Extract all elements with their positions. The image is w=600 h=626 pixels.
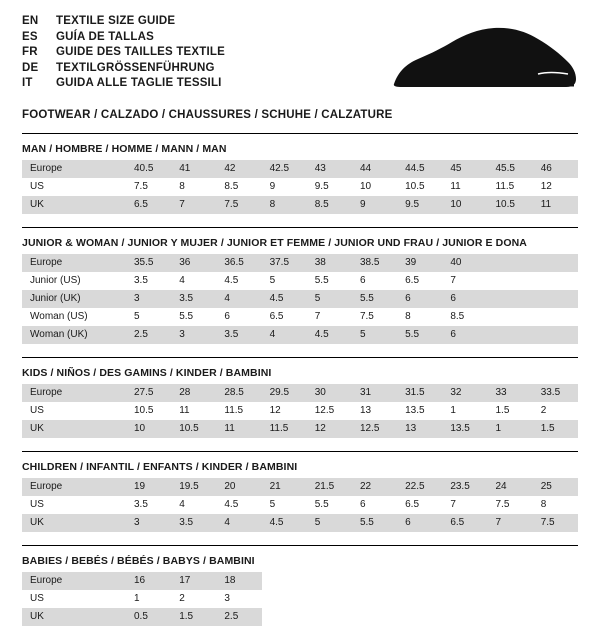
table-row bbox=[22, 160, 578, 178]
cell: 4.5 bbox=[307, 326, 352, 344]
section-title: KIDS / NIÑOS / DES GAMINS / KINDER / BAMBINI bbox=[22, 366, 272, 379]
cell bbox=[397, 608, 442, 626]
cell: 36.5 bbox=[216, 254, 261, 272]
cell bbox=[442, 590, 487, 608]
cell: 8.5 bbox=[307, 196, 352, 214]
cell: 6.5 bbox=[397, 272, 442, 290]
section-children bbox=[0, 451, 600, 532]
cell: 7 bbox=[307, 308, 352, 326]
cell bbox=[488, 572, 533, 590]
cell: 45.5 bbox=[488, 160, 533, 178]
cell: 1.5 bbox=[171, 608, 216, 626]
section-junior-woman bbox=[0, 227, 600, 344]
row-label: UK bbox=[22, 420, 126, 438]
cell: 8 bbox=[533, 496, 578, 514]
cell: 33.5 bbox=[533, 384, 578, 402]
cell: 7 bbox=[442, 272, 487, 290]
table-row bbox=[22, 384, 578, 402]
cell: 31.5 bbox=[397, 384, 442, 402]
row-label: US bbox=[22, 590, 126, 608]
cell: 28 bbox=[171, 384, 216, 402]
cell: 10 bbox=[126, 420, 171, 438]
row-label: Europe bbox=[22, 572, 126, 590]
language-title: TEXTILGRÖSSENFÜHRUNG bbox=[56, 61, 215, 74]
cell: 40.5 bbox=[126, 160, 171, 178]
cell: 21.5 bbox=[307, 478, 352, 496]
cell bbox=[262, 590, 307, 608]
language-title: GUIDE DES TAILLES TEXTILE bbox=[56, 46, 225, 58]
cell: 12.5 bbox=[352, 420, 397, 438]
cell: 5.5 bbox=[352, 290, 397, 308]
cell: 12 bbox=[307, 420, 352, 438]
cell: 7.5 bbox=[533, 514, 578, 532]
cell bbox=[397, 572, 442, 590]
cell: 13.5 bbox=[442, 420, 487, 438]
cell bbox=[352, 572, 397, 590]
cell: 20 bbox=[216, 478, 261, 496]
section-title: BABIES / BEBÉS / BÉBÉS / BABYS / BAMBINI bbox=[22, 554, 255, 567]
cell: 11 bbox=[216, 420, 261, 438]
row-label: US bbox=[22, 178, 126, 196]
language-code: ES bbox=[22, 30, 38, 43]
size-table-children bbox=[22, 478, 578, 532]
language-code: FR bbox=[22, 46, 38, 58]
cell: 3.5 bbox=[171, 290, 216, 308]
cell: 1.5 bbox=[488, 402, 533, 420]
cell: 4.5 bbox=[262, 514, 307, 532]
cell: 11.5 bbox=[488, 178, 533, 196]
table-row bbox=[22, 514, 578, 532]
cell: 7 bbox=[488, 514, 533, 532]
table-row bbox=[22, 272, 578, 290]
cell: 8 bbox=[262, 196, 307, 214]
row-label: UK bbox=[22, 514, 126, 532]
cell: 7.5 bbox=[352, 308, 397, 326]
table-row bbox=[22, 326, 578, 344]
cell: 4 bbox=[171, 272, 216, 290]
table-row bbox=[22, 254, 578, 272]
language-title: GUIDA ALLE TAGLIE TESSILI bbox=[56, 77, 222, 89]
cell bbox=[533, 572, 578, 590]
language-code: EN bbox=[22, 15, 39, 27]
cell: 17 bbox=[171, 572, 216, 590]
table-row bbox=[22, 196, 578, 214]
cell: 12.5 bbox=[307, 402, 352, 420]
section-title: MAN / HOMBRE / HOMME / MANN / MAN bbox=[22, 142, 227, 155]
dress-shoe-icon bbox=[388, 22, 578, 96]
cell bbox=[442, 608, 487, 626]
cell: 5 bbox=[262, 272, 307, 290]
cell: 7 bbox=[442, 496, 487, 514]
cell: 1 bbox=[442, 402, 487, 420]
cell: 6 bbox=[352, 272, 397, 290]
row-label: Woman (US) bbox=[22, 308, 126, 326]
table-row bbox=[22, 420, 578, 438]
cell: 4 bbox=[216, 514, 261, 532]
cell: 7.5 bbox=[488, 496, 533, 514]
document-header bbox=[0, 0, 600, 121]
row-label: US bbox=[22, 402, 126, 420]
table-row bbox=[22, 308, 578, 326]
row-label: Europe bbox=[22, 478, 126, 496]
cell: 42 bbox=[216, 160, 261, 178]
cell bbox=[533, 308, 578, 326]
cell: 44 bbox=[352, 160, 397, 178]
table-row bbox=[22, 478, 578, 496]
cell: 23.5 bbox=[442, 478, 487, 496]
cell: 3 bbox=[171, 326, 216, 344]
cell: 13 bbox=[397, 420, 442, 438]
language-code: DE bbox=[22, 61, 39, 74]
cell: 10.5 bbox=[488, 196, 533, 214]
section-title: JUNIOR & WOMAN / JUNIOR Y MUJER / JUNIOR ET FEMME / JUNIOR UND FRAU / JUNIOR E DONA bbox=[22, 236, 527, 249]
cell: 35.5 bbox=[126, 254, 171, 272]
cell: 5.5 bbox=[307, 496, 352, 514]
cell: 3 bbox=[216, 590, 261, 608]
size-table-babies bbox=[22, 572, 578, 626]
cell: 5 bbox=[307, 290, 352, 308]
row-label: Europe bbox=[22, 160, 126, 178]
cell: 5 bbox=[262, 496, 307, 514]
cell: 31 bbox=[352, 384, 397, 402]
size-table-kids bbox=[22, 384, 578, 438]
cell bbox=[307, 608, 352, 626]
row-label: UK bbox=[22, 196, 126, 214]
cell: 6 bbox=[352, 496, 397, 514]
cell: 3.5 bbox=[216, 326, 261, 344]
cell: 39 bbox=[397, 254, 442, 272]
cell: 24 bbox=[488, 478, 533, 496]
cell: 6 bbox=[442, 290, 487, 308]
cell: 3.5 bbox=[126, 272, 171, 290]
cell: 6 bbox=[397, 290, 442, 308]
cell: 4 bbox=[171, 496, 216, 514]
cell: 40 bbox=[442, 254, 487, 272]
cell: 2 bbox=[171, 590, 216, 608]
cell bbox=[533, 608, 578, 626]
cell: 43 bbox=[307, 160, 352, 178]
cell: 46 bbox=[533, 160, 578, 178]
cell: 30 bbox=[307, 384, 352, 402]
cell: 19.5 bbox=[171, 478, 216, 496]
cell: 13.5 bbox=[397, 402, 442, 420]
size-table-man bbox=[22, 160, 578, 214]
cell: 4.5 bbox=[216, 496, 261, 514]
cell: 3.5 bbox=[126, 496, 171, 514]
cell: 21 bbox=[262, 478, 307, 496]
cell bbox=[352, 590, 397, 608]
cell: 11 bbox=[171, 402, 216, 420]
cell: 9 bbox=[262, 178, 307, 196]
cell: 8.5 bbox=[442, 308, 487, 326]
table-row bbox=[22, 290, 578, 308]
cell: 37.5 bbox=[262, 254, 307, 272]
cell: 18 bbox=[216, 572, 261, 590]
cell: 7.5 bbox=[216, 196, 261, 214]
cell: 10.5 bbox=[397, 178, 442, 196]
cell: 42.5 bbox=[262, 160, 307, 178]
cell: 11.5 bbox=[216, 402, 261, 420]
cell bbox=[488, 272, 533, 290]
row-label: UK bbox=[22, 608, 126, 626]
cell: 22.5 bbox=[397, 478, 442, 496]
cell: 9 bbox=[352, 196, 397, 214]
cell: 3.5 bbox=[171, 514, 216, 532]
cell: 5 bbox=[307, 514, 352, 532]
cell: 5 bbox=[126, 308, 171, 326]
cell bbox=[533, 254, 578, 272]
cell bbox=[307, 572, 352, 590]
cell: 11.5 bbox=[262, 420, 307, 438]
cell: 27.5 bbox=[126, 384, 171, 402]
size-table-junior-woman bbox=[22, 254, 578, 344]
cell: 45 bbox=[442, 160, 487, 178]
cell: 5.5 bbox=[352, 514, 397, 532]
cell: 12 bbox=[533, 178, 578, 196]
cell: 38.5 bbox=[352, 254, 397, 272]
section-man bbox=[0, 133, 600, 214]
cell bbox=[397, 590, 442, 608]
cell: 38 bbox=[307, 254, 352, 272]
cell bbox=[488, 308, 533, 326]
row-label: Europe bbox=[22, 384, 126, 402]
cell: 6 bbox=[216, 308, 261, 326]
cell: 9.5 bbox=[397, 196, 442, 214]
cell: 4.5 bbox=[216, 272, 261, 290]
cell: 10 bbox=[442, 196, 487, 214]
cell bbox=[533, 290, 578, 308]
cell: 6.5 bbox=[262, 308, 307, 326]
cell bbox=[262, 572, 307, 590]
cell: 5.5 bbox=[171, 308, 216, 326]
cell bbox=[488, 590, 533, 608]
cell bbox=[488, 254, 533, 272]
cell: 10.5 bbox=[171, 420, 216, 438]
cell: 29.5 bbox=[262, 384, 307, 402]
section-kids bbox=[0, 357, 600, 438]
cell bbox=[533, 326, 578, 344]
language-code: IT bbox=[22, 77, 33, 89]
cell: 2.5 bbox=[126, 326, 171, 344]
cell: 33 bbox=[488, 384, 533, 402]
language-title: GUÍA DE TALLAS bbox=[56, 30, 154, 43]
section-title: CHILDREN / INFANTIL / ENFANTS / KINDER / BAMBINI bbox=[22, 460, 298, 473]
cell: 3 bbox=[126, 290, 171, 308]
cell: 28.5 bbox=[216, 384, 261, 402]
cell bbox=[352, 608, 397, 626]
cell: 6.5 bbox=[126, 196, 171, 214]
cell: 6 bbox=[397, 514, 442, 532]
cell: 6.5 bbox=[442, 514, 487, 532]
cell: 13 bbox=[352, 402, 397, 420]
cell: 22 bbox=[352, 478, 397, 496]
cell: 41 bbox=[171, 160, 216, 178]
table-row bbox=[22, 178, 578, 196]
cell: 4 bbox=[262, 326, 307, 344]
cell: 5 bbox=[352, 326, 397, 344]
cell: 44.5 bbox=[397, 160, 442, 178]
cell bbox=[533, 590, 578, 608]
cell: 36 bbox=[171, 254, 216, 272]
category-title: FOOTWEAR / CALZADO / CHAUSSURES / SCHUHE / CALZATURE bbox=[22, 108, 393, 121]
cell: 8.5 bbox=[216, 178, 261, 196]
language-title: TEXTILE SIZE GUIDE bbox=[56, 15, 176, 27]
row-label: Europe bbox=[22, 254, 126, 272]
cell: 1 bbox=[488, 420, 533, 438]
cell: 4.5 bbox=[262, 290, 307, 308]
cell: 3 bbox=[126, 514, 171, 532]
table-row bbox=[22, 608, 578, 626]
cell: 11 bbox=[533, 196, 578, 214]
cell: 10.5 bbox=[126, 402, 171, 420]
cell: 12 bbox=[262, 402, 307, 420]
cell: 2 bbox=[533, 402, 578, 420]
cell: 1.5 bbox=[533, 420, 578, 438]
cell bbox=[262, 608, 307, 626]
table-row bbox=[22, 402, 578, 420]
cell: 10 bbox=[352, 178, 397, 196]
cell: 32 bbox=[442, 384, 487, 402]
cell: 8 bbox=[171, 178, 216, 196]
cell: 19 bbox=[126, 478, 171, 496]
cell: 0.5 bbox=[126, 608, 171, 626]
cell: 1 bbox=[126, 590, 171, 608]
cell: 5.5 bbox=[307, 272, 352, 290]
cell bbox=[488, 326, 533, 344]
table-row bbox=[22, 590, 578, 608]
cell: 8 bbox=[397, 308, 442, 326]
cell bbox=[442, 572, 487, 590]
cell: 4 bbox=[216, 290, 261, 308]
cell bbox=[488, 608, 533, 626]
cell bbox=[533, 272, 578, 290]
cell: 2.5 bbox=[216, 608, 261, 626]
cell bbox=[307, 590, 352, 608]
cell: 16 bbox=[126, 572, 171, 590]
row-label: Junior (UK) bbox=[22, 290, 126, 308]
cell: 11 bbox=[442, 178, 487, 196]
cell: 5.5 bbox=[397, 326, 442, 344]
row-label: Junior (US) bbox=[22, 272, 126, 290]
row-label: Woman (UK) bbox=[22, 326, 126, 344]
table-row bbox=[22, 572, 578, 590]
section-babies bbox=[0, 545, 600, 626]
cell: 6.5 bbox=[397, 496, 442, 514]
cell: 25 bbox=[533, 478, 578, 496]
cell bbox=[488, 290, 533, 308]
table-row bbox=[22, 496, 578, 514]
cell: 6 bbox=[442, 326, 487, 344]
row-label: US bbox=[22, 496, 126, 514]
cell: 9.5 bbox=[307, 178, 352, 196]
cell: 7.5 bbox=[126, 178, 171, 196]
cell: 7 bbox=[171, 196, 216, 214]
